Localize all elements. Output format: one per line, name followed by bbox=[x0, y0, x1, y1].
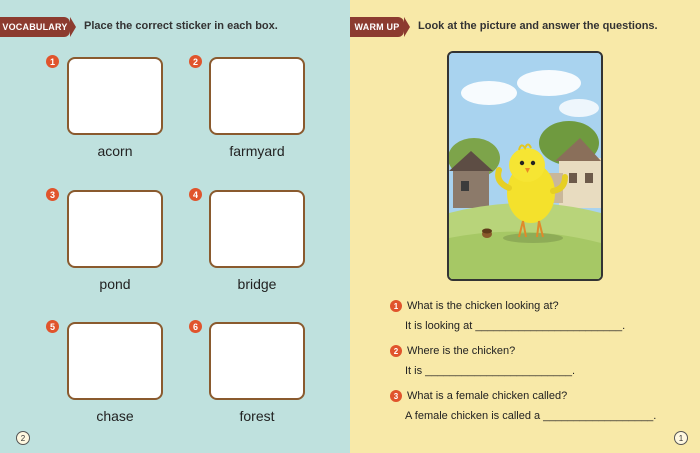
word-chase: chase bbox=[96, 408, 134, 424]
sticker-box-4[interactable] bbox=[209, 190, 305, 268]
word-bridge: bridge bbox=[237, 276, 277, 292]
sticker-box-2[interactable] bbox=[209, 57, 305, 135]
question-1 bbox=[390, 300, 559, 312]
answer-line-2[interactable]: It is ________________________. bbox=[405, 365, 576, 377]
vocabulary-tab: VOCABULARY bbox=[0, 17, 70, 37]
chick-farmyard-image bbox=[449, 53, 601, 279]
sticker-box-1[interactable] bbox=[67, 57, 163, 135]
sticker-box-3[interactable] bbox=[67, 190, 163, 268]
word-forest: forest bbox=[239, 408, 275, 424]
question-3-text: What is a female chicken called? bbox=[407, 390, 568, 402]
word-acorn: acorn bbox=[97, 143, 133, 159]
item-number-1: 1 bbox=[46, 55, 59, 68]
question-number-3: 3 bbox=[390, 390, 402, 402]
item-number-2: 2 bbox=[189, 55, 202, 68]
warm-up-instruction: Look at the picture and answer the questions. bbox=[418, 20, 658, 32]
question-number-1: 1 bbox=[390, 300, 402, 312]
story-illustration bbox=[447, 51, 603, 281]
question-number-2: 2 bbox=[390, 345, 402, 357]
page-number-left: 2 bbox=[16, 431, 30, 445]
word-pond: pond bbox=[99, 276, 131, 292]
item-number-6: 6 bbox=[189, 320, 202, 333]
item-number-5: 5 bbox=[46, 320, 59, 333]
question-2 bbox=[390, 345, 515, 357]
vocabulary-instruction: Place the correct sticker in each box. bbox=[84, 20, 278, 32]
answer-line-1[interactable]: It is looking at ________________________. bbox=[405, 320, 626, 332]
sticker-box-5[interactable] bbox=[67, 322, 163, 400]
item-number-4: 4 bbox=[189, 188, 202, 201]
word-farmyard: farmyard bbox=[229, 143, 285, 159]
warm-up-tab: WARM UP bbox=[350, 17, 404, 37]
answer-line-3[interactable]: A female chicken is called a __________________. bbox=[405, 410, 657, 422]
page-number-right: 1 bbox=[674, 431, 688, 445]
question-1-text: What is the chicken looking at? bbox=[407, 300, 559, 312]
sticker-box-6[interactable] bbox=[209, 322, 305, 400]
question-3 bbox=[390, 390, 567, 402]
item-number-3: 3 bbox=[46, 188, 59, 201]
question-2-text: Where is the chicken? bbox=[407, 345, 516, 357]
